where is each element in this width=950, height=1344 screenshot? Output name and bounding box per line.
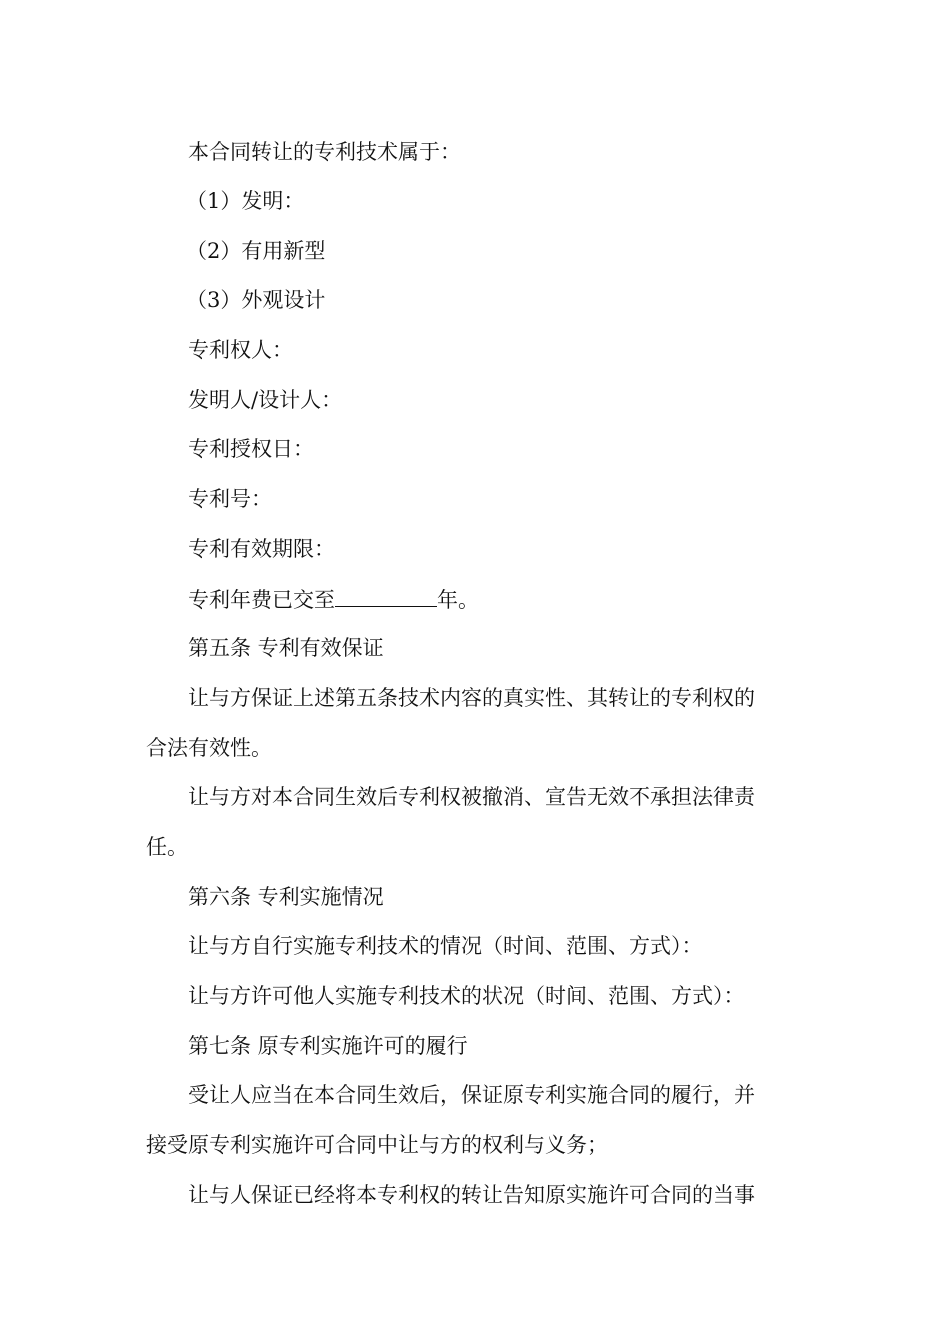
doc-line: 让与人保证已经将本专利权的转让告知原实施许可合同的当事 [188,1183,755,1207]
fill-in-blank [335,584,437,607]
doc-line: 受让人应当在本合同生效后，保证原专利实施合同的履行，并 [188,1083,755,1107]
section-heading: 第六条 专利实施情况 [188,885,384,909]
doc-line: 专利有效期限： [188,537,335,561]
doc-line: （3）外观设计 [186,288,326,312]
doc-line: 专利授权日： [188,437,314,461]
doc-line: 专利号： [188,487,272,511]
doc-line: 任。 [146,835,188,859]
doc-line: 让与方自行实施专利技术的情况（时间、范围、方式）： [188,934,703,958]
doc-line: 让与方保证上述第五条技术内容的真实性、其转让的专利权的 [188,686,755,710]
doc-line: 本合同转让的专利技术属于： [188,140,461,164]
doc-line: 接受原专利实施许可合同中让与方的权利与义务； [146,1133,608,1157]
doc-line: 合法有效性。 [146,736,272,760]
doc-line: 专利权人： [188,338,293,362]
doc-line: （1）发明： [186,189,305,213]
doc-line: 让与方许可他人实施专利技术的状况（时间、范围、方式）： [188,984,745,1008]
section-heading: 第七条 原专利实施许可的履行 [188,1034,468,1058]
doc-line: 发明人/设计人： [188,388,343,412]
fee-line-suffix: 年。 [437,588,479,612]
fee-line-prefix: 专利年费已交至 [188,588,335,612]
section-heading: 第五条 专利有效保证 [188,636,384,660]
fee-line [188,584,852,615]
doc-line: 让与方对本合同生效后专利权被撤消、宣告无效不承担法律责 [188,785,755,809]
doc-line: （2）有用新型 [186,239,326,263]
